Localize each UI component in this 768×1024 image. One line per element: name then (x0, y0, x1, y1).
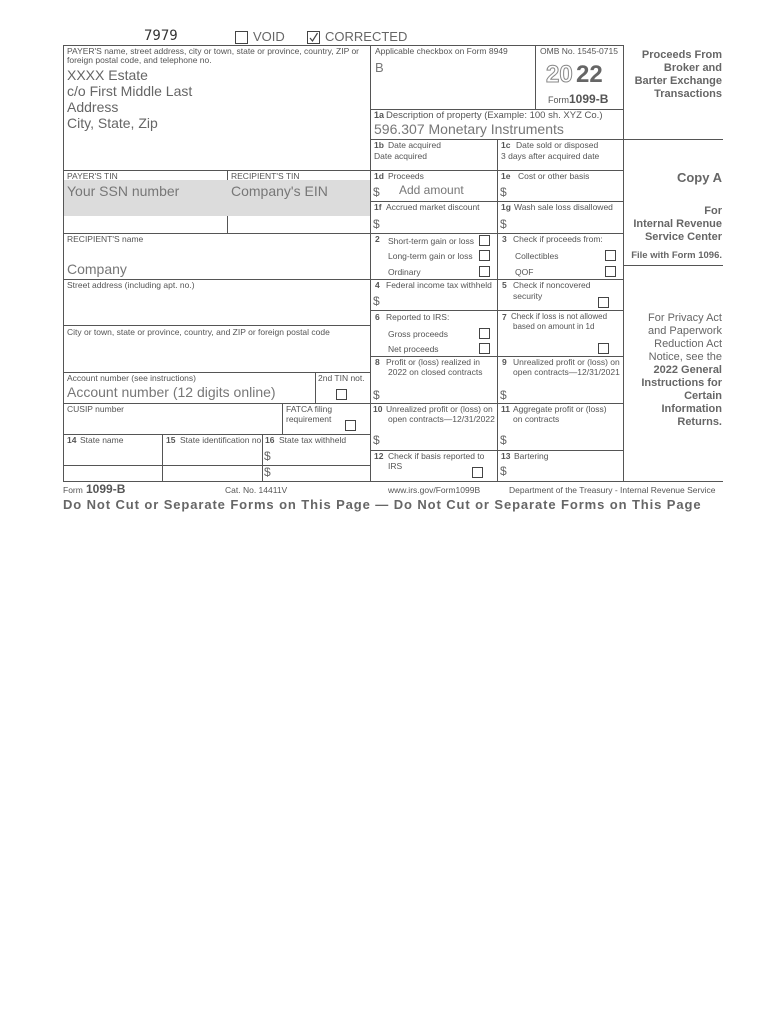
payer-label: PAYER'S name, street address, city or town, state or province, country, ZIP or foreign postal code, and telephone no. (67, 46, 360, 65)
form8949-label: Applicable checkbox on Form 8949 (375, 46, 508, 56)
box6-gross-checkbox[interactable] (479, 328, 490, 339)
box12-label2: IRS (388, 461, 403, 471)
box1f-dollar[interactable]: $ (373, 217, 380, 231)
box9-dollar[interactable]: $ (500, 388, 507, 402)
box8-label2: 2022 on closed contracts (388, 367, 483, 377)
box7-label2: based on amount in 1d (513, 322, 595, 331)
box12-label1: Check if basis reported to (388, 451, 485, 461)
box12-checkbox[interactable] (472, 467, 483, 478)
do-not-cut-notice: Do Not Cut or Separate Forms on This Page — Do Not Cut or Separate Forms on This Page (63, 497, 702, 512)
box1c-label: Date sold or disposed (516, 140, 599, 150)
box9-label2: open contracts—12/31/2021 (513, 367, 620, 377)
form-left-border (63, 45, 64, 481)
box5-checkbox[interactable] (598, 297, 609, 308)
box2-short-label: Short-term gain or loss (388, 236, 474, 246)
void-label: VOID (253, 29, 285, 44)
box1f-num: 1f (374, 202, 382, 212)
box1e-label: Cost or other basis (518, 171, 590, 181)
fatca-checkbox[interactable] (345, 420, 356, 431)
col-divider-main (370, 45, 371, 481)
box1e-num: 1e (501, 171, 511, 181)
box3-qof-checkbox[interactable] (605, 266, 616, 277)
box8-dollar[interactable]: $ (373, 388, 380, 402)
omb-form-prefix: Form (548, 95, 569, 105)
box2-ordinary-label: Ordinary (388, 267, 421, 277)
box16-dollar-1[interactable]: $ (264, 449, 271, 463)
box10-num: 10 (373, 404, 383, 414)
box16-label: State tax withheld (279, 435, 347, 445)
payer-line3[interactable]: Address (67, 99, 119, 115)
void-checkbox[interactable] (235, 31, 248, 44)
privacy-line8: Information (661, 403, 722, 415)
box6-net-checkbox[interactable] (479, 343, 490, 354)
payer-line4[interactable]: City, State, Zip (67, 115, 158, 131)
copy-service: Service Center (644, 231, 722, 243)
box11-dollar[interactable]: $ (500, 433, 507, 447)
corrected-checkbox[interactable] (307, 31, 320, 44)
copy-internal: Internal Revenue (633, 218, 722, 230)
street-address-label: Street address (including apt. no.) (67, 280, 195, 290)
box2-short-checkbox[interactable] (479, 235, 490, 246)
box1b-num: 1b (374, 140, 384, 150)
footer-form-prefix: Form (63, 485, 83, 495)
box5-label2: security (513, 291, 543, 301)
account-value[interactable]: Account number (12 digits online) (67, 384, 276, 400)
box11-label2: on contracts (513, 414, 560, 424)
privacy-line3: Reduction Act (654, 338, 722, 350)
box3-num: 3 (502, 234, 507, 244)
box9-num: 9 (502, 357, 507, 367)
footer-dept: Department of the Treasury - Internal Revenue Service (509, 485, 716, 495)
line-state-mid (63, 465, 370, 466)
box4-num: 4 (375, 280, 380, 290)
payer-tin-value[interactable]: Your SSN number (67, 183, 180, 199)
form-code: 7979 (144, 28, 178, 44)
box11-num: 11 (501, 404, 510, 414)
box1d-dollar: $ (373, 185, 380, 199)
box1e-dollar[interactable]: $ (500, 185, 507, 199)
recipient-tin-label: RECIPIENT'S TIN (231, 171, 300, 181)
footer-url: www.irs.gov/Form1099B (388, 485, 481, 495)
tin2-divider (315, 372, 316, 403)
privacy-line4: Notice, see the (648, 351, 722, 363)
box10-dollar[interactable]: $ (373, 433, 380, 447)
title-line2: Broker and (663, 62, 722, 74)
privacy-line1: For Privacy Act (648, 312, 722, 324)
privacy-line6: Instructions for (641, 377, 722, 389)
box1a-num: 1a (374, 110, 385, 120)
recipient-name-label: RECIPIENT'S name (67, 234, 144, 244)
second-tin-checkbox[interactable] (336, 389, 347, 400)
privacy-line2: and Paperwork (648, 325, 722, 337)
box1a-value[interactable]: 596.307 Monetary Instruments (374, 121, 564, 137)
title-line1: Proceeds From (641, 49, 722, 61)
col-divider-copy (623, 45, 624, 481)
box2-ordinary-checkbox[interactable] (479, 266, 490, 277)
box1b-value[interactable]: Date acquired (374, 151, 427, 161)
state-divider-1 (162, 434, 163, 481)
box14-num: 14 (67, 435, 77, 445)
footer-cat-no: Cat. No. 14411V (225, 485, 288, 495)
box6-net-label: Net proceeds (388, 344, 439, 354)
box1f-label: Accrued market discount (386, 202, 480, 212)
box12-num: 12 (374, 451, 384, 461)
fatca-label2: requirement (286, 414, 332, 424)
box1c-num: 1c (501, 140, 511, 150)
copy-for: For (704, 205, 722, 217)
box1g-num: 1g (501, 202, 511, 212)
omb-number: OMB No. 1545-0715 (540, 46, 618, 56)
box11-label1: Aggregate profit or (loss) (513, 404, 607, 414)
line-box6-top (370, 310, 623, 311)
box15-label: State identification no. (180, 435, 264, 445)
box6-label: Reported to IRS: (386, 312, 450, 322)
box7-num: 7 (502, 312, 507, 322)
box10-label1: Unrealized profit or (loss) on (386, 404, 493, 414)
second-tin-label: 2nd TIN not. (318, 373, 365, 383)
copy-a-title: Copy A (676, 170, 722, 185)
cusip-label: CUSIP number (67, 404, 125, 414)
box9-label1: Unrealized profit or (loss) on (513, 357, 620, 367)
box14-label: State name (80, 435, 124, 445)
box13-num: 13 (501, 451, 511, 461)
year-light: 20 (546, 61, 573, 88)
form-bottom-border (63, 481, 723, 482)
box1d-value[interactable]: Add amount (399, 183, 464, 197)
privacy-line9: Returns. (677, 416, 722, 428)
box1g-label: Wash sale loss disallowed (514, 202, 613, 212)
box2-long-checkbox[interactable] (479, 250, 490, 261)
right-col-line-2 (623, 265, 723, 266)
copy-file-with: File with Form 1096. (631, 250, 722, 261)
box2-num: 2 (375, 234, 380, 244)
omb-form-name: 1099-B (569, 92, 609, 106)
box3-collectibles-label: Collectibles (515, 251, 559, 261)
box6-num: 6 (375, 312, 380, 322)
box1d-label: Proceeds (388, 171, 424, 181)
box1b-label: Date acquired (388, 140, 441, 150)
right-col-line-1 (623, 139, 723, 140)
box4-dollar[interactable]: $ (373, 294, 380, 308)
box10-label2: open contracts—12/31/2022 (388, 414, 495, 424)
box3-label: Check if proceeds from: (513, 234, 603, 244)
line-city-top (63, 325, 370, 326)
title-line4: Transactions (654, 88, 722, 100)
checkmark-icon (308, 32, 319, 43)
fatca-divider (282, 403, 283, 434)
year-bold: 22 (576, 61, 603, 88)
box13-dollar[interactable]: $ (500, 464, 507, 478)
box16-dollar-2[interactable]: $ (264, 465, 271, 479)
box1a-label: Description of property (Example: 100 sh. XYZ Co.) (386, 110, 603, 121)
payer-tin-label: PAYER'S TIN (67, 171, 118, 181)
payer-line2[interactable]: c/o First Middle Last (67, 83, 193, 99)
privacy-line7: Certain (684, 390, 722, 402)
payer-line1[interactable]: XXXX Estate (67, 67, 148, 83)
col-divider-omb (535, 45, 536, 109)
corrected-label: CORRECTED (325, 29, 408, 44)
box5-label1: Check if noncovered (513, 280, 591, 290)
privacy-line5: 2022 General (653, 364, 722, 376)
box3-collectibles-checkbox[interactable] (605, 250, 616, 261)
box1g-dollar[interactable]: $ (500, 217, 507, 231)
recipient-tin-value[interactable]: Company's EIN (231, 183, 328, 199)
account-label: Account number (see instructions) (67, 373, 196, 383)
box4-label: Federal income tax withheld (386, 280, 492, 290)
box13-label: Bartering (514, 451, 549, 461)
title-line3: Barter Exchange (634, 75, 722, 87)
box3-qof-label: QOF (515, 267, 534, 277)
box8-label1: Profit or (loss) realized in (386, 357, 481, 367)
box7-checkbox[interactable] (598, 343, 609, 354)
box15-num: 15 (166, 435, 176, 445)
recipient-name-value[interactable]: Company (67, 261, 127, 277)
box1c-value[interactable]: 3 days after acquired date (501, 151, 600, 161)
fatca-label1: FATCA filing (286, 404, 333, 414)
form8949-value[interactable]: B (375, 60, 384, 75)
box16-num: 16 (265, 435, 275, 445)
city-label: City or town, state or province, country, and ZIP or foreign postal code (67, 327, 330, 337)
box2-long-label: Long-term gain or loss (388, 251, 473, 261)
box6-gross-label: Gross proceeds (388, 329, 448, 339)
box5-num: 5 (502, 280, 507, 290)
footer-form-name: 1099-B (86, 482, 126, 496)
box8-num: 8 (375, 357, 380, 367)
box1d-num: 1d (374, 171, 384, 181)
box7-label1: Check if loss is not allowed (511, 312, 608, 321)
